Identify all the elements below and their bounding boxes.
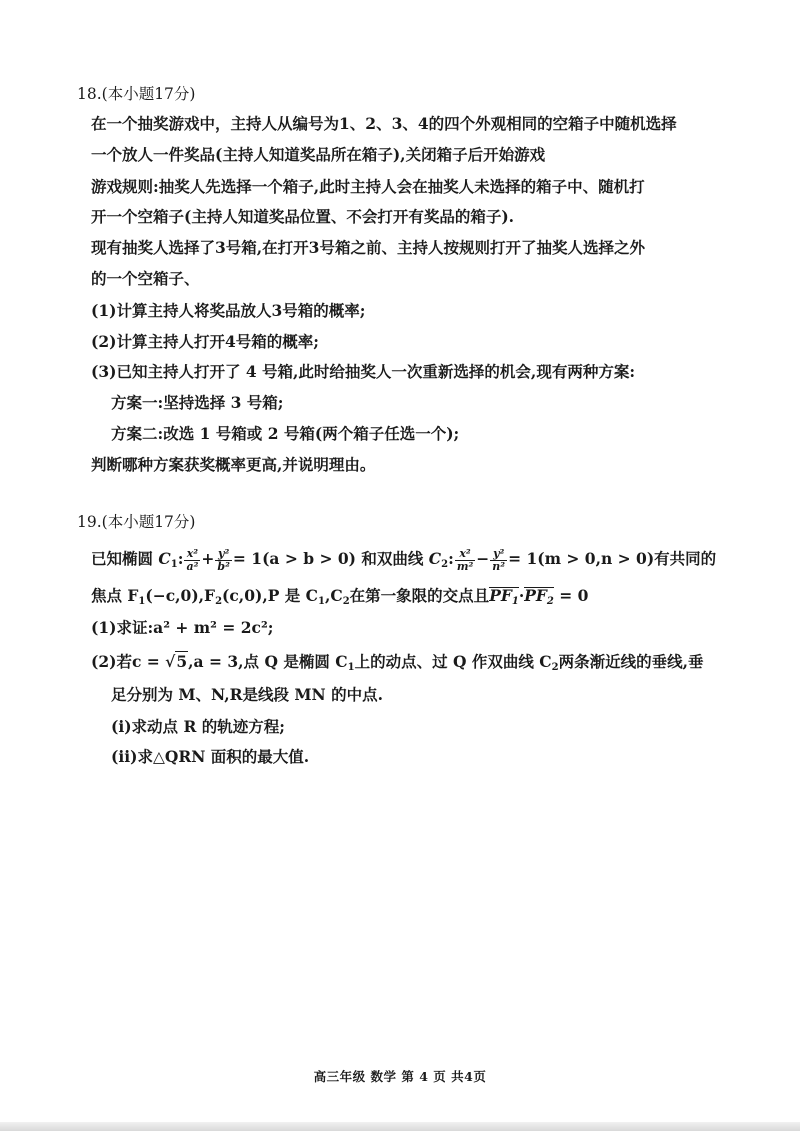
math-colon: : — [448, 549, 454, 568]
q19-text: ,C — [324, 586, 343, 605]
fraction-y2-b2 — [215, 548, 232, 573]
q19-text: 焦点 F — [91, 586, 139, 605]
q19-text: (−c,0),F — [145, 586, 216, 605]
q18-line-2: 一个放人一件奖品(主持人知道奖品所在箱子),关闭箱子后开始游戏 — [91, 145, 546, 164]
fraction-y2-n2 — [490, 548, 507, 573]
q19-heading: 19.(本小题17分) — [77, 513, 196, 531]
q18-line-4: 开一个空箱子(主持人知道奖品位置、不会打开有奖品的箱子). — [91, 207, 515, 226]
vec-label: PF — [489, 586, 512, 605]
math-op: − — [476, 549, 490, 568]
fraction-x2-a2 — [184, 548, 200, 573]
math-sub: 1 — [170, 559, 178, 570]
q19-text: (2)若c = — [91, 652, 166, 671]
q19-text: 在第一象限的交点且 — [349, 586, 490, 605]
math-sub: 2 — [551, 662, 559, 673]
scan-bottom-edge — [0, 1122, 800, 1131]
q18-line-5: 现有抽奖人选择了3号箱,在打开3号箱之前、主持人按规则打开了抽奖人选择之外 — [91, 238, 645, 257]
q18-line-1: 在一个抽奖游戏中，主持人从编号为1、2、3、4的四个外观相同的空箱子中随机选择 — [91, 114, 677, 133]
frac-num: x² — [455, 548, 475, 561]
math-sub: 2 — [342, 596, 350, 607]
q18-plan-2: 方案二:改选 1 号箱或 2 号箱(两个箱子任选一个); — [111, 424, 460, 443]
frac-den: a² — [186, 559, 199, 573]
q18-part-3: (3)已知主持人打开了 4 号箱,此时给抽奖人一次重新选择的机会,现有两种方案: — [91, 362, 636, 381]
math-dot: · — [518, 586, 525, 605]
q19-part-2 — [91, 652, 703, 678]
math-sub: 1 — [347, 662, 355, 673]
q19-part-2-line-2: 足分别为 M、N,R是线段 MN 的中点. — [111, 685, 384, 704]
math-sub: 2 — [215, 596, 223, 607]
q19-text: 上的动点、过 Q 作双曲线 C — [354, 652, 552, 671]
math-sub: 1 — [318, 596, 325, 607]
q18-line-6: 的一个空箱子、 — [91, 269, 200, 288]
math-sub: 2 — [546, 596, 554, 607]
page-footer: 高三年级 数学 第 4 页 共4页 — [313, 1069, 487, 1084]
vec-label: PF — [524, 586, 547, 605]
sqrt-radicand: 5 — [176, 652, 188, 671]
vector-PF2 — [524, 587, 554, 610]
math-colon: : — [177, 549, 184, 568]
frac-den: n² — [492, 559, 506, 573]
frac-den: b² — [217, 559, 230, 573]
frac-num: y² — [215, 548, 232, 561]
math-sub: 1 — [511, 596, 519, 607]
vector-PF1 — [489, 587, 519, 610]
sqrt-sign: √ — [165, 652, 176, 671]
math-C: C — [428, 549, 442, 568]
q19-sub-ii: (ii)求△QRN 面积的最大值. — [111, 747, 310, 766]
q19-text: 两条渐近线的垂线,垂 — [558, 652, 704, 671]
sqrt-5 — [165, 652, 188, 672]
q18-final: 判断哪种方案获奖概率更高,并说明理由。 — [91, 455, 376, 474]
q18-line-3: 游戏规则:抽奖人先选择一个箱子,此时主持人会在抽奖人未选择的箱子中、随机打 — [91, 177, 645, 196]
math-op: + — [201, 549, 215, 568]
q19-text: 已知椭圆 — [91, 549, 159, 568]
frac-num: y² — [490, 548, 507, 561]
fraction-x2-m2 — [455, 548, 475, 573]
q18-heading: 18.(本小题17分) — [77, 85, 196, 103]
q18-plan-1: 方案一:坚持选择 3 号箱; — [111, 393, 284, 412]
q19-text: ,a = 3,点 Q 是椭圆 C — [188, 652, 348, 671]
math-sub: 2 — [441, 559, 449, 570]
q19-text: = 1(m > 0,n > 0)有共同的 — [508, 549, 717, 568]
q19-text: = 0 — [553, 586, 589, 605]
q19-sub-i: (i)求动点 R 的轨迹方程; — [111, 717, 285, 736]
math-sub: 1 — [138, 596, 146, 607]
frac-num: x² — [184, 548, 200, 561]
q18-part-1: (1)计算主持人将奖品放人3号箱的概率; — [91, 301, 366, 320]
q18-part-2: (2)计算主持人打开4号箱的概率; — [91, 332, 319, 351]
frac-den: m² — [456, 559, 474, 573]
q19-text: (c,0),P 是 C — [222, 586, 318, 605]
q19-text: = 1(a > b > 0) 和双曲线 — [232, 549, 429, 568]
q19-line-1 — [91, 546, 716, 578]
q19-line-2 — [91, 586, 588, 612]
math-C: C — [158, 549, 171, 568]
q19-part-1: (1)求证:a² + m² = 2c²; — [91, 618, 274, 637]
